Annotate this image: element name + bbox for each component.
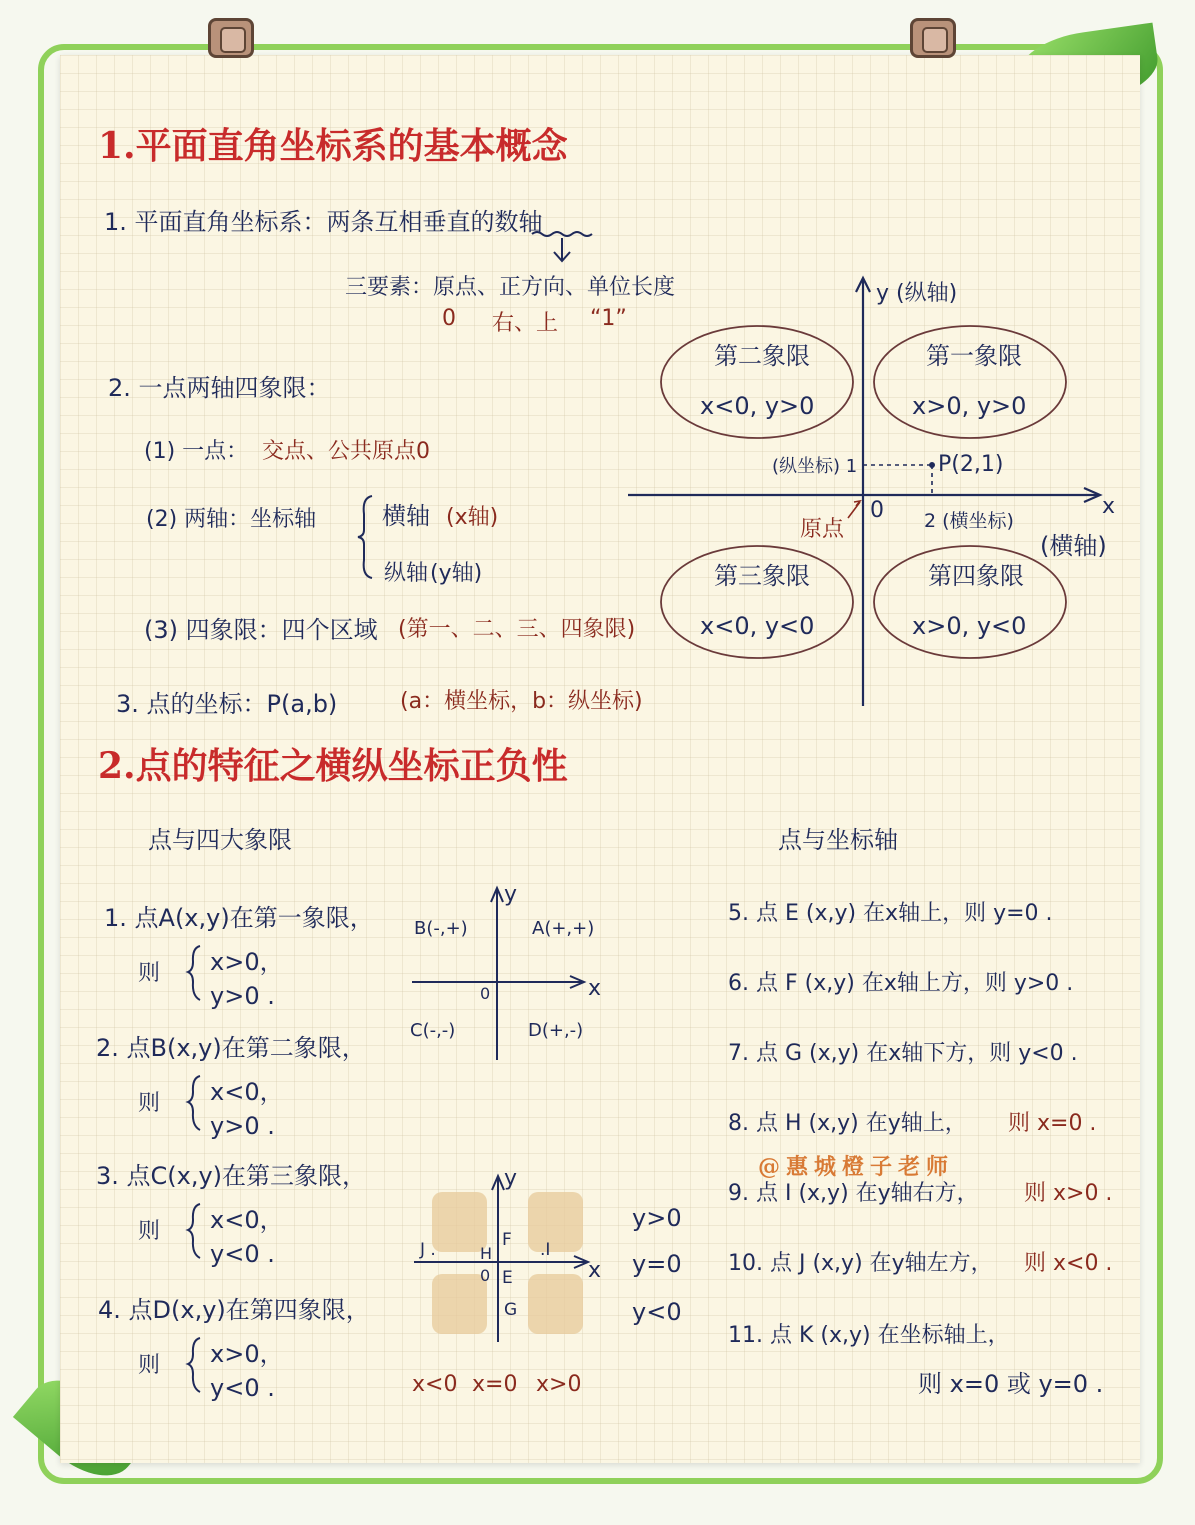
element-origin-value: 0 [442, 306, 456, 331]
quadrant-item-1-cond1: x>0， [210, 948, 284, 976]
diagram2-y: y [504, 882, 518, 907]
diagram1-x-tick: 2 (横坐标) [924, 510, 1014, 532]
wavy-underline-arrow [530, 230, 600, 270]
diagram3-I: .I [540, 1240, 551, 1260]
axis-item-10: 10. 点 J (x,y) 在y轴左方， [728, 1251, 993, 1276]
coordinate-plane-diagram [620, 270, 1140, 710]
quadrant-item-3-then: 则 [138, 1219, 161, 1244]
diagram2-C: C(-,-) [410, 1020, 456, 1041]
diagram2-D: D(+,-) [528, 1020, 584, 1041]
quadrant-item-4-then: 则 [138, 1353, 161, 1378]
origin-pointer [848, 501, 860, 518]
point-line-value: 交点、公共原点0 [262, 439, 430, 464]
quadrant-item-4-cond1: x>0， [210, 1340, 284, 1368]
diagram3-x: x [588, 1258, 602, 1283]
diagram1-origin: 0 [870, 498, 884, 523]
quadrant-item-2-title: 2. 点B(x,y)在第二象限， [96, 1034, 366, 1062]
diagram3-bottom-label-0: x<0 [412, 1372, 458, 1397]
diagram1-x-axis-name: (横轴) [1040, 532, 1107, 560]
diagram3-bottom-label-1: x=0 [472, 1372, 518, 1397]
axis-item-8-result: 则 x=0 . [1008, 1111, 1097, 1136]
diagram3-y: y [504, 1166, 518, 1191]
axis-item-9-result: 则 x>0 . [1024, 1181, 1113, 1206]
quadrant-item-1-then: 则 [138, 961, 161, 986]
quadrant-item-1-title: 1. 点A(x,y)在第一象限， [104, 904, 374, 932]
condition-braces [186, 940, 206, 1400]
diagram1-y-label: y (纵轴) [876, 281, 958, 306]
diagram3-F: F [502, 1230, 512, 1250]
y-axis-label: 纵轴 [384, 561, 429, 586]
quadrant4-name: 第四象限 [928, 562, 1024, 590]
quadrant2-cond: x<0, y>0 [700, 392, 815, 420]
diagram2-o: 0 [480, 984, 491, 1003]
axis-item-11: 11. 点 K (x,y) 在坐标轴上， [728, 1323, 1010, 1348]
right-heading: 点与坐标轴 [778, 826, 898, 854]
item3-note: (a：横坐标，b：纵坐标) [400, 689, 643, 714]
diagram2-B: B(-,+) [414, 918, 468, 939]
diagram1-x-label: x [1102, 494, 1116, 519]
quadrant4-cond: x>0, y<0 [912, 612, 1027, 640]
diagram1-origin-label: 原点 [800, 517, 845, 542]
quadrant1-cond: x>0, y>0 [912, 392, 1027, 420]
item3-label: 3. 点的坐标：P(a,b) [116, 690, 338, 718]
diagram2-x: x [588, 976, 602, 1001]
diagram2-A: A(+,+) [532, 918, 595, 939]
axis-item-11-result: 则 x=0 或 y=0 . [918, 1370, 1104, 1398]
element-unit-value: “1” [590, 306, 627, 331]
three-elements: 三要素：原点、正方向、单位长度 [345, 275, 676, 300]
x-axis-label: 横轴 [382, 502, 430, 530]
section1-title: 1.平面直角坐标系的基本概念 [98, 125, 568, 167]
diagram1-y-tick: (纵坐标) 1 [772, 456, 858, 477]
quadrant1-name: 第一象限 [926, 342, 1022, 370]
quadrant-item-3-title: 3. 点C(x,y)在第三象限， [96, 1162, 367, 1190]
quadrant-sign-diagram [400, 880, 610, 1070]
quadrant3-name: 第三象限 [714, 562, 810, 590]
axes-brace [356, 494, 376, 580]
diagram3-G: G [504, 1300, 518, 1320]
diagram3-bottom-label-2: x>0 [536, 1372, 582, 1397]
diagram3-J: J . [420, 1240, 436, 1260]
quadrant2-name: 第二象限 [714, 342, 810, 370]
binder-clip-left [208, 18, 254, 58]
quadrant-item-2-cond1: x<0， [210, 1078, 284, 1106]
diagram3-right-label-2: y<0 [632, 1298, 682, 1326]
quadrant3-cond: x<0, y<0 [700, 612, 815, 640]
x-axis-note: (x轴) [446, 505, 499, 530]
diagram3-H: H [480, 1244, 493, 1263]
definition-line: 1. 平面直角坐标系：两条互相垂直的数轴 [104, 208, 543, 236]
quadrants-note: (第一、二、三、四象限) [398, 617, 636, 642]
quadrants-label: (3) 四象限：四个区域 [144, 616, 378, 644]
quadrant-item-4-cond2: y<0 . [210, 1374, 275, 1402]
axis-item-5: 5. 点 E (x,y) 在x轴上，则 y=0 . [728, 901, 1053, 926]
section2-title: 2.点的特征之横纵坐标正负性 [98, 745, 568, 787]
quadrant-item-2-cond2: y>0 . [210, 1112, 275, 1140]
diagram3-o: 0 [480, 1266, 491, 1285]
watermark: @惠城橙子老师 [758, 1154, 955, 1180]
quadrant-item-4-title: 4. 点D(x,y)在第四象限， [98, 1296, 370, 1324]
diagram1-point-label: P(2,1) [938, 452, 1004, 477]
point-line-label: (1) 一点： [144, 439, 249, 464]
y-axis-note: (y轴) [430, 561, 483, 586]
left-heading: 点与四大象限 [148, 826, 292, 854]
item2-title: 2. 一点两轴四象限： [108, 374, 331, 402]
axis-item-9: 9. 点 I (x,y) 在y轴右方， [728, 1181, 979, 1206]
diagram3-E: E [502, 1268, 513, 1288]
axis-item-10-result: 则 x<0 . [1024, 1251, 1113, 1276]
axis-item-7: 7. 点 G (x,y) 在x轴下方，则 y<0 . [728, 1041, 1078, 1066]
quadrant-item-3-cond1: x<0， [210, 1206, 284, 1234]
axis-points-diagram [410, 1170, 610, 1350]
binder-clip-right [910, 18, 956, 58]
axes-label: (2) 两轴：坐标轴 [146, 507, 317, 532]
diagram3-right-label-1: y=0 [632, 1250, 682, 1278]
element-direction-value: 右、上 [492, 311, 559, 336]
diagram3-right-label-0: y>0 [632, 1204, 682, 1232]
point-p-dot [929, 462, 935, 468]
axis-item-8: 8. 点 H (x,y) 在y轴上， [728, 1111, 967, 1136]
quadrant-item-3-cond2: y<0 . [210, 1240, 275, 1268]
quadrant-item-2-then: 则 [138, 1091, 161, 1116]
quadrant-item-1-cond2: y>0 . [210, 982, 275, 1010]
axis-item-6: 6. 点 F (x,y) 在x轴上方，则 y>0 . [728, 971, 1074, 996]
